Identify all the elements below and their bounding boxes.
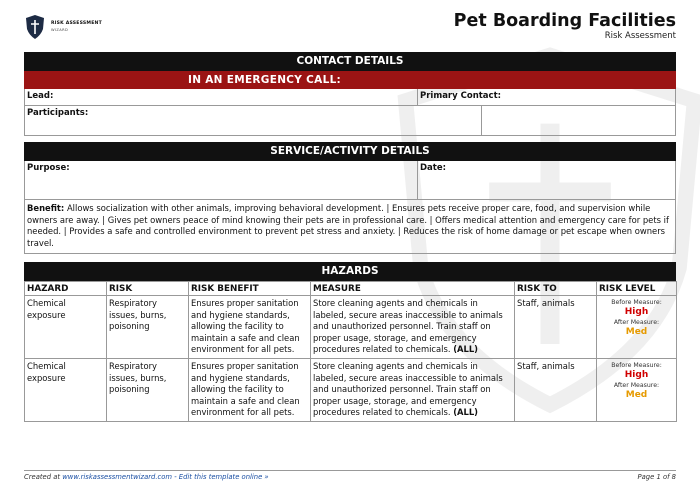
measure-text: Store cleaning agents and chemicals in labeled, secure areas inaccessible to animals and unauthorized personnel. Train staff on proper usage, storage, and emergency procedures related to chemicals. xyxy=(313,298,503,355)
benefit-text: Allows socialization with other animals, improving behavioral development. | Ensures pets receive proper care, food, and supervision while owners are away. | Gives pet owners peace of mind knowing their pets are in professional care. | Offers medical attention and emergency care for pets if needed. | Provides a safe and controlled environment to prevent pet stress and anxiety. | Reduces the risk of home damage or pet escape when owners travel. xyxy=(27,203,669,248)
page-footer xyxy=(24,470,676,481)
risk-cell: Respiratory issues, burns, poisoning xyxy=(107,296,189,359)
template-link[interactable]: www.riskassessmentwizard.com - Edit this template online » xyxy=(62,473,269,481)
column-header-risk: RISK xyxy=(107,282,189,296)
participants-extra-field[interactable] xyxy=(481,106,675,135)
document-header xyxy=(24,12,676,48)
brand-logo[interactable] xyxy=(24,14,102,40)
measure-text: Store cleaning agents and chemicals in labeled, secure areas inaccessible to animals and unauthorized personnel. Train staff on proper usage, storage, and emergency procedures related to chemicals. xyxy=(313,360,503,418)
shield-logo-icon xyxy=(24,14,46,40)
measure-cell xyxy=(311,296,515,359)
benefit-section xyxy=(24,200,676,254)
created-at-text: Created at xyxy=(24,473,61,481)
contact-details-header: CONTACT DETAILS xyxy=(24,52,676,71)
risk-to-cell: Staff, animals xyxy=(515,358,597,421)
hazard-cell: Chemical exposure xyxy=(25,358,107,421)
before-measure-value: High xyxy=(624,307,649,317)
risk-level-cell xyxy=(597,296,677,359)
after-measure-value: Med xyxy=(625,327,648,337)
document-body xyxy=(24,52,676,422)
document-title: Pet Boarding Facilities xyxy=(453,11,676,31)
table-row xyxy=(25,296,677,359)
logo-line2: WIZARD xyxy=(51,27,69,32)
before-measure-label: Before Measure: xyxy=(611,299,662,306)
hazard-cell: Chemical exposure xyxy=(25,296,107,359)
risk-cell: Respiratory issues, burns, poisoning xyxy=(107,358,189,421)
table-row xyxy=(25,358,677,421)
primary-contact-field[interactable]: Primary Contact: xyxy=(417,89,675,105)
risk-level-cell xyxy=(597,358,677,421)
column-header-risk-benefit: RISK BENEFIT xyxy=(189,282,311,296)
lead-row xyxy=(24,89,676,106)
service-details-header: SERVICE/ACTIVITY DETAILS xyxy=(24,142,676,161)
before-measure-label: Before Measure: xyxy=(611,361,662,369)
purpose-field[interactable]: Purpose: xyxy=(27,163,70,173)
participants-row xyxy=(24,106,676,136)
purpose-row xyxy=(24,161,676,200)
measure-tag: (ALL) xyxy=(453,344,478,355)
measure-cell xyxy=(311,358,515,421)
date-field[interactable]: Date: xyxy=(417,161,675,199)
page-number: Page 1 of 8 xyxy=(637,473,676,481)
logo-line1: RISK ASSESSMENT xyxy=(51,20,102,26)
column-header-risk-to: RISK TO xyxy=(515,282,597,296)
benefit-label: Benefit: xyxy=(27,203,65,213)
participants-field[interactable]: Participants: xyxy=(27,108,89,118)
after-measure-label: After Measure: xyxy=(613,381,660,389)
after-measure-label: After Measure: xyxy=(613,319,660,326)
hazards-table xyxy=(24,281,677,422)
hazards-table-header-row xyxy=(25,282,677,296)
lead-field[interactable]: Lead: xyxy=(27,91,54,101)
column-header-hazard: HAZARD xyxy=(25,282,107,296)
risk-to-cell: Staff, animals xyxy=(515,296,597,359)
after-measure-value: Med xyxy=(625,389,648,400)
measure-tag: (ALL) xyxy=(453,407,478,418)
emergency-call-bar: IN AN EMERGENCY CALL: xyxy=(24,71,676,89)
hazards-header: HAZARDS xyxy=(24,262,676,281)
before-measure-value: High xyxy=(624,369,649,380)
document-subtitle: Risk Assessment xyxy=(604,31,676,41)
risk-benefit-cell: Ensures proper sanitation and hygiene standards, allowing the facility to maintain a safe and clean environment for all pets. xyxy=(189,358,311,421)
column-header-risk-level: RISK LEVEL xyxy=(597,282,677,296)
risk-benefit-cell: Ensures proper sanitation and hygiene standards, allowing the facility to maintain a safe and clean environment for all pets. xyxy=(189,296,311,359)
column-header-measure: MEASURE xyxy=(311,282,515,296)
